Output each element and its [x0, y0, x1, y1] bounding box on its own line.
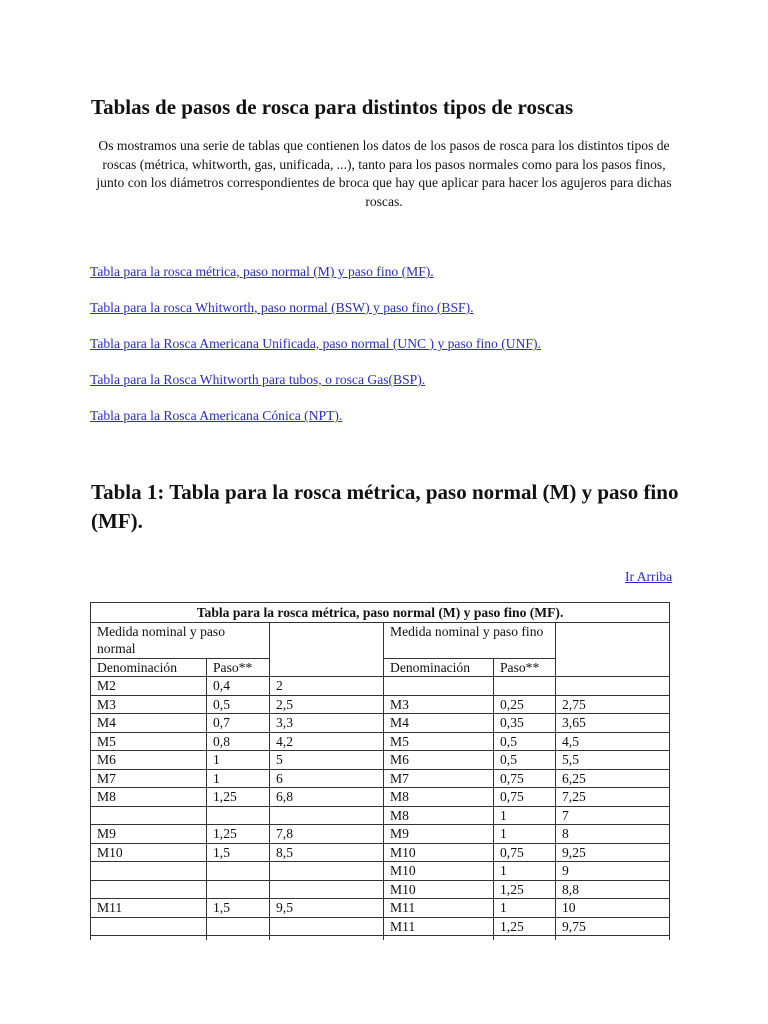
table-cell: 9,25	[556, 843, 670, 862]
table-cell: 0,4	[207, 677, 270, 696]
table-cell: M11	[384, 899, 494, 918]
column-header-paso: Paso**	[207, 658, 270, 677]
table-cell: M3	[91, 695, 207, 714]
table-cell	[384, 677, 494, 696]
list-item	[90, 299, 541, 335]
group-header-normal: Medida nominal y paso normal	[91, 622, 270, 658]
table-cell: 0,5	[207, 695, 270, 714]
table-cell: 0,35	[494, 714, 556, 733]
table-cell	[270, 917, 384, 936]
table-row	[91, 732, 670, 751]
table-cell: M8	[384, 806, 494, 825]
table-row	[91, 899, 670, 918]
table-cell: 1	[494, 825, 556, 844]
table-group-row	[91, 622, 670, 658]
table-cell: M8	[91, 788, 207, 807]
table-cell: M9	[91, 825, 207, 844]
table-cell: 6,8	[270, 788, 384, 807]
table-cell: M10	[91, 843, 207, 862]
metric-thread-table	[90, 602, 670, 940]
table-row	[91, 825, 670, 844]
table-cell: M5	[91, 732, 207, 751]
table-cell	[91, 917, 207, 936]
table-cell: 0,8	[207, 732, 270, 751]
table-cell: M7	[91, 769, 207, 788]
table-cell: 4,5	[556, 732, 670, 751]
table-cell: 7,8	[270, 825, 384, 844]
table-cell: 6,25	[556, 769, 670, 788]
table-cell: M7	[384, 769, 494, 788]
table-cell: 1,25	[494, 880, 556, 899]
page-title: Tablas de pasos de rosca para distintos tipos de roscas	[91, 95, 574, 119]
table-cell: 1,5	[207, 899, 270, 918]
link-unified-table[interactable]: Tabla para la Rosca Americana Unificada, paso normal (UNC ) y paso fino (UNF).	[90, 336, 541, 351]
table-cell: 1,25	[494, 917, 556, 936]
table-cell	[91, 806, 207, 825]
table-cell: 5	[270, 751, 384, 770]
table-cell: 3,65	[556, 714, 670, 733]
table-cell: M6	[384, 751, 494, 770]
table-cell	[207, 936, 270, 941]
table-cell	[207, 917, 270, 936]
table-cell: 8,8	[556, 880, 670, 899]
table-cell: 8,5	[270, 843, 384, 862]
table-cell: 0,5	[494, 732, 556, 751]
back-to-top-link[interactable]: Ir Arriba	[625, 569, 673, 584]
table-cell: M4	[384, 714, 494, 733]
table-cell	[384, 936, 494, 941]
table-cell	[207, 806, 270, 825]
table-cell: 1	[494, 862, 556, 881]
table-cell	[270, 862, 384, 881]
table-cell: M9	[384, 825, 494, 844]
table-cell	[556, 677, 670, 696]
column-header-denominacion: Denominación	[91, 658, 207, 677]
table-cell: 0,25	[494, 695, 556, 714]
table-cell: 0,75	[494, 788, 556, 807]
table-cell: 1,5	[207, 843, 270, 862]
table-cell: 1	[207, 769, 270, 788]
table-cell: M10	[384, 862, 494, 881]
column-header-denominacion: Denominación	[384, 658, 494, 677]
table-row	[91, 677, 670, 696]
column-header-paso: Paso**	[494, 658, 556, 677]
table-cell: 1,25	[207, 825, 270, 844]
list-item	[90, 371, 541, 407]
table-cell: M2	[91, 677, 207, 696]
table-body	[91, 677, 670, 941]
table-cell: 0,75	[494, 769, 556, 788]
table-cell: 10	[556, 899, 670, 918]
table-cell: 1,25	[207, 788, 270, 807]
link-npt-table[interactable]: Tabla para la Rosca Americana Cónica (NPT).	[90, 408, 343, 423]
table-cell: M6	[91, 751, 207, 770]
table-cell: M5	[384, 732, 494, 751]
list-item	[90, 407, 541, 443]
table-cell	[494, 677, 556, 696]
table-cell: 8	[556, 825, 670, 844]
table-row	[91, 917, 670, 936]
table-cell	[91, 862, 207, 881]
table-caption: Tabla para la rosca métrica, paso normal (M) y paso fino (MF).	[91, 603, 670, 623]
table-row	[91, 843, 670, 862]
intro-paragraph: Os mostramos una serie de tablas que contienen los datos de los pasos de rosca para los distintos tipos de roscas (métrica, whitworth, gas, unificada, ...), tanto para los pasos normales como para los pasos finos, junto con los diámetros correspondientes de broca que hay que aplicar para hacer los agujeros para dichas roscas.	[96, 138, 672, 209]
table-row	[91, 769, 670, 788]
table-row	[91, 751, 670, 770]
table-cell: 7,25	[556, 788, 670, 807]
header-blank-cell	[556, 622, 670, 677]
table-cell	[270, 936, 384, 941]
table-row	[91, 862, 670, 881]
table-cell: M11	[384, 917, 494, 936]
table-cell: M11	[91, 899, 207, 918]
table-row	[91, 806, 670, 825]
table-cell: M10	[384, 880, 494, 899]
list-item	[90, 335, 541, 371]
table-cell: M8	[384, 788, 494, 807]
table-cell	[207, 880, 270, 899]
table-cell: 5,5	[556, 751, 670, 770]
table-cell	[207, 862, 270, 881]
table-cell: 6	[270, 769, 384, 788]
table-cell: 2,75	[556, 695, 670, 714]
table-cell	[270, 806, 384, 825]
table-row	[91, 880, 670, 899]
table-cell: 1	[494, 899, 556, 918]
table-cell: 9,75	[556, 917, 670, 936]
table-cell: 9	[556, 862, 670, 881]
table-cell	[91, 880, 207, 899]
table-cell: 0,5	[494, 751, 556, 770]
table-cell	[270, 880, 384, 899]
table-cell: 3,3	[270, 714, 384, 733]
table-cell: 1	[494, 806, 556, 825]
table-cell: M4	[91, 714, 207, 733]
section-title: Tabla 1: Tabla para la rosca métrica, paso normal (M) y paso fino (MF).	[91, 480, 679, 533]
table-cell: 2,5	[270, 695, 384, 714]
table-cell: 0,75	[494, 843, 556, 862]
table-cell: 1	[207, 751, 270, 770]
link-gas-table[interactable]: Tabla para la Rosca Whitworth para tubos, o rosca Gas(BSP).	[90, 372, 426, 387]
table-cell: 0,7	[207, 714, 270, 733]
link-whitworth-table[interactable]: Tabla para la rosca Whitworth, paso normal (BSW) y paso fino (BSF).	[90, 300, 474, 315]
table-cell: 4,2	[270, 732, 384, 751]
table-cell: 9,5	[270, 899, 384, 918]
table-row	[91, 714, 670, 733]
table-caption-row	[91, 603, 670, 623]
table-cell: 7	[556, 806, 670, 825]
table-row-cutoff	[91, 936, 670, 941]
list-item	[90, 263, 541, 299]
table-links-list	[90, 263, 541, 443]
table-cell	[91, 936, 207, 941]
table-row	[91, 788, 670, 807]
table-cell	[494, 936, 556, 941]
table-cell: M10	[384, 843, 494, 862]
link-metric-table[interactable]: Tabla para la rosca métrica, paso normal (M) y paso fino (MF).	[90, 264, 434, 279]
table-cell: 2	[270, 677, 384, 696]
table-cell: M3	[384, 695, 494, 714]
table-row	[91, 695, 670, 714]
table-cell	[556, 936, 670, 941]
group-header-fine: Medida nominal y paso fino	[384, 622, 556, 658]
header-blank-cell	[270, 622, 384, 677]
